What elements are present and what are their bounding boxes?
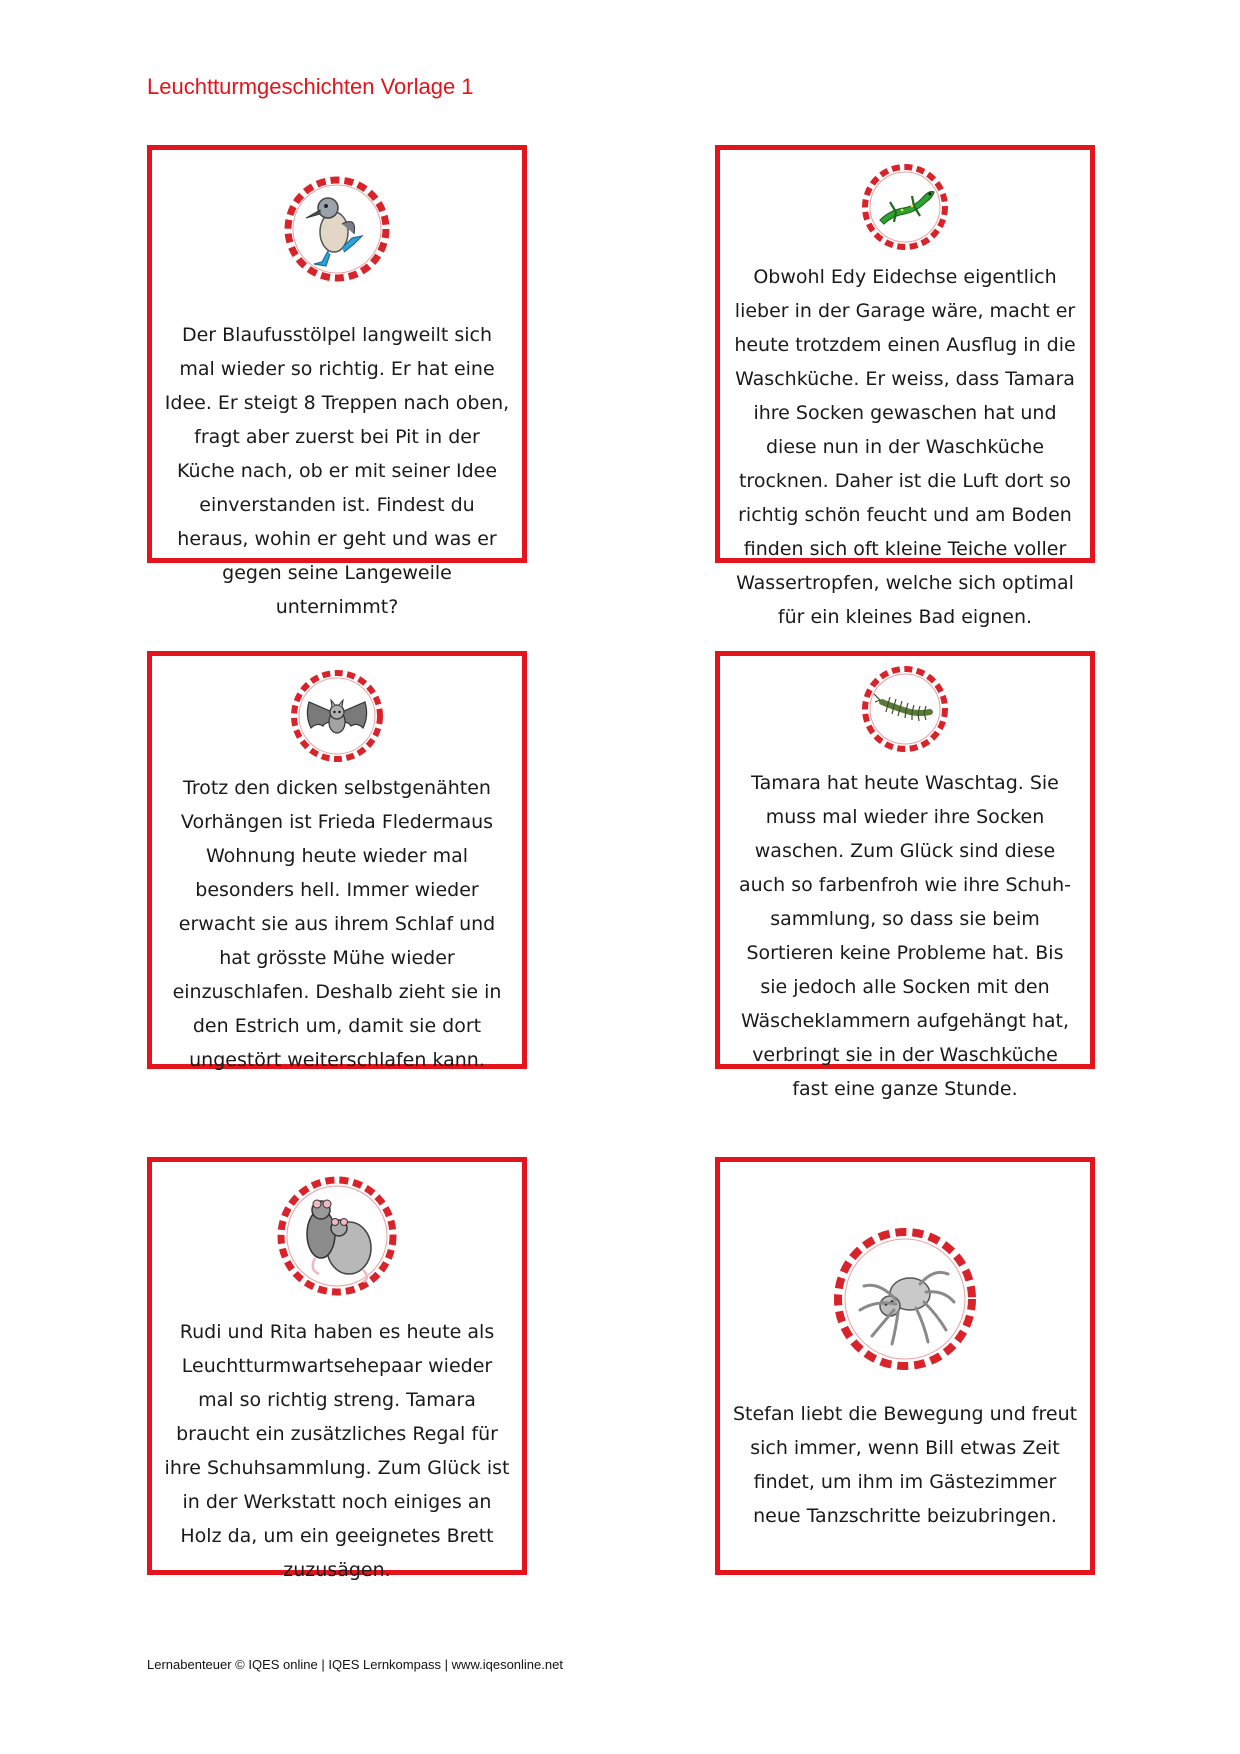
- story-card-lizard: [715, 145, 1095, 628]
- story-card-booby: [147, 145, 527, 618]
- bat-icon: [289, 668, 385, 764]
- blue-footed-booby-icon: [282, 174, 392, 284]
- footer: Lernabenteuer © IQES online | IQES Lernkompass | www.iqesonline.net: [147, 1657, 563, 1672]
- lizard-icon: [860, 162, 950, 252]
- story-card-bat: [147, 651, 527, 1069]
- spider-icon: [830, 1224, 980, 1374]
- rats-icon: [275, 1174, 399, 1298]
- card-story-text: Stefan liebt die Bewegung und freut sich immer, wenn Bill etwas Zeit findet, um ihm im Gästezimmer neue Tanzschritte beizubringen.: [732, 1403, 1078, 1527]
- page-title: Leuchtturmgeschichten Vorlage 1: [147, 74, 474, 99]
- card-story-text: Obwohl Edy Eidechse eigentlich lieber in der Garage wäre, macht er heute trotzdem einen Ausflug in die Waschküche. Er weiss, dass Tamara ihre Socken gewaschen hat und diese nun in der Waschküche trocknen. Daher ist die Luft dort so richtig schön feucht und am Boden finden sich oft kleine Teiche voller Wassertropfen, welche sich optimal für ein kleines Bad eignen.: [734, 266, 1076, 628]
- story-card-centipede: [715, 651, 1095, 1100]
- story-card-rats: [147, 1157, 527, 1581]
- card-story-text: Tamara hat heute Waschtag. Sie muss mal wieder ihre Socken waschen. Zum Glück sind diese auch so farbenfroh wie ihre Schuh-sammlung, so dass sie beim Sortieren keine Probleme hat. Bis sie jedoch alle Socken mit den Wäscheklammern aufgehängt hat, verbringt sie in der Waschküche fast eine ganze Stunde.: [739, 772, 1071, 1100]
- card-story-text: Rudi und Rita haben es heute als Leuchtturmwartsehepaar wieder mal so richtig streng. Tamara braucht ein zusätzliches Regal für ihre Schuhsammlung. Zum Glück ist in der Werkstatt noch einiges an Holz da, um ein geeignetes Brett zuzusägen.: [164, 1321, 510, 1581]
- card-story-text: Der Blaufusstölpel langweilt sich mal wieder so richtig. Er hat eine Idee. Er steigt 8 Treppen nach oben, fragt aber zuerst bei Pit in der Küche nach, ob er mit seiner Idee einverstanden ist. Findest du heraus, wohin er geht und was er gegen seine Langeweile unternimmt?: [164, 324, 510, 618]
- centipede-icon: [860, 664, 950, 754]
- story-card-spider: [715, 1157, 1095, 1575]
- card-story-text: Trotz den dicken selbstgenähten Vorhängen ist Frieda Fledermaus Wohnung heute wieder mal besonders hell. Immer wieder erwacht sie aus ihrem Schlaf und hat grösste Mühe wieder einzuschlafen. Deshalb zieht sie in den Estrich um, damit sie dort ungestört weiterschlafen kann.: [172, 777, 502, 1071]
